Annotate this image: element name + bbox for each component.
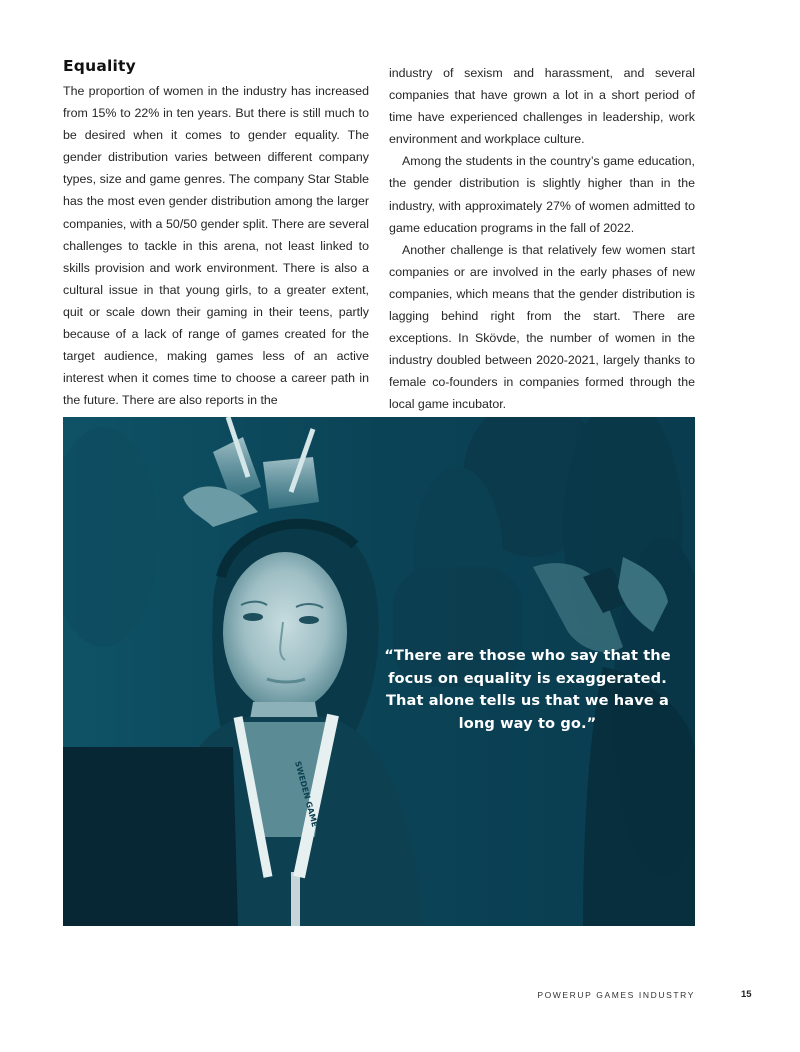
- article-column-left: [63, 80, 369, 411]
- paragraph: industry of sexism and harassment, and several companies that have grown a lot in a short period of time have experienced challenges in leadership, work environment and workplace culture.: [389, 66, 695, 147]
- paragraph: Among the students in the country’s game education, the gender distribution is slightly higher than in the industry, with approximately 27% of women admitted to game education programs in the fall of 2022.: [389, 154, 695, 235]
- lanyard-text: SWEDEN GAME: [293, 760, 320, 829]
- monitor-silhouette: [63, 747, 238, 926]
- paragraph: The proportion of women in the industry has increased from 15% to 22% in ten years. But there is still much to be desired when it comes to gender equality. The gender distribution varies between different company types, size and game genres. The company Star Stable has the most even gender distribution among the larger companies, with a 50/50 gender split. There are several challenges to tackle in this arena, not least linked to skills provision and work environment. There is also a cultural issue in that young girls, to a greater extent, quit or scale down their gaming in their teens, partly because of a lack of range of games created for the target audience, making games less of an active interest when it comes time to choose a career path in the future. There are also reports in the: [63, 84, 369, 408]
- page-number: 15: [741, 989, 752, 1000]
- footer-publication: POWERUP GAMES INDUSTRY: [537, 990, 695, 1000]
- section-heading: Equality: [63, 57, 136, 75]
- article-column-right: [389, 62, 695, 416]
- paragraph: Another challenge is that relatively few women start companies or are involved in the early phases of new companies, which means that the gender distribution is lagging behind right from the start. There are exceptions. In Skövde, the number of women in the industry doubled between 2020-2021, largely thanks to female co-founders in companies formed through the local game incubator.: [389, 242, 695, 412]
- pull-quote: “There are those who say that the focus on equality is exaggerated. That alone tells us that we have a long way to go.”: [384, 647, 671, 732]
